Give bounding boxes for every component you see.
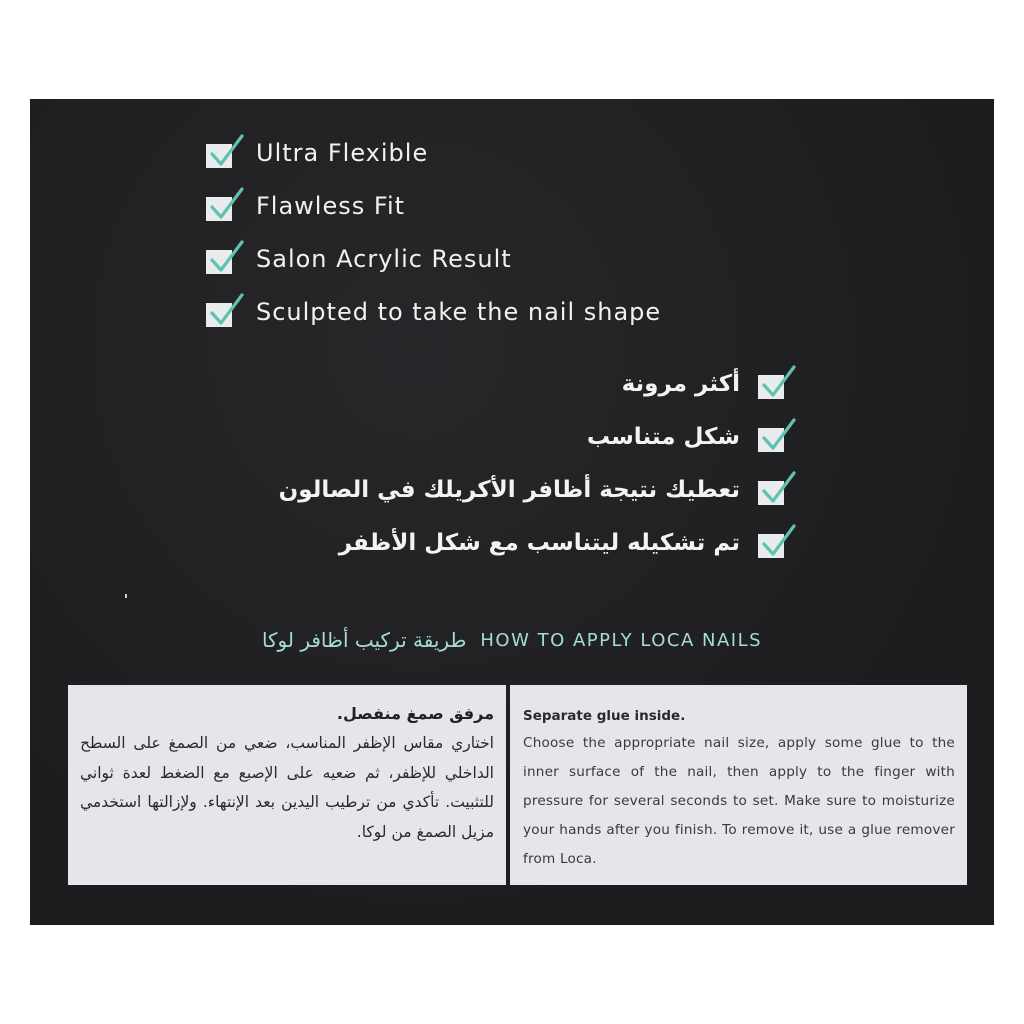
how-to-heading-ar: طريقة تركيب أظافر لوكا [261,628,467,652]
checkbox-check-icon [206,244,236,274]
feature-label-en: Salon Acrylic Result [256,244,512,273]
print-speck [125,594,127,598]
feature-item-en [206,126,661,179]
how-to-heading-en: HOW TO APPLY LOCA NAILS [480,629,763,651]
feature-label-ar: أكثر مرونة [621,370,740,397]
instructions-title-en: Separate glue inside. [523,708,686,724]
feature-item-en [206,179,661,232]
instructions-body-ar: اختاري مقاس الإظفر المناسب، ضعي من الصمغ على السطح الداخلي للإظفر، ثم ضعيه على الإصبع مع الضغط لعدة ثواني للتثبيت. تأكدي من ترطيب اليدين بعد الإنتهاء. ولإزالتها استخدمي مزيل الصمغ من لوكا. [80,734,494,841]
checkbox-check-icon [758,369,788,399]
feature-label-en: Sculpted to take the nail shape [256,297,662,326]
feature-item-ar [279,463,788,516]
instructions-card-ar [68,685,506,885]
checkbox-check-icon [758,528,788,558]
feature-item-ar [279,357,788,410]
checkbox-check-icon [206,138,236,168]
feature-item-ar [279,516,788,569]
feature-label-ar: تم تشكيله ليتناسب مع شكل الأظفر [338,529,740,556]
feature-item-ar [279,410,788,463]
instructions-card-en [510,685,967,885]
how-to-heading [0,628,1024,652]
checkbox-check-icon [206,297,236,327]
checkbox-check-icon [758,475,788,505]
feature-item-en [206,232,661,285]
feature-list-en [206,126,661,338]
feature-label-ar: تعطيك نتيجة أظافر الأكريلك في الصالون [278,476,740,503]
checkbox-check-icon [206,191,236,221]
feature-label-en: Flawless Fit [256,191,406,220]
feature-label-ar: شكل متناسب [586,423,740,450]
instructions-title-ar: مرفق صمغ منفصل. [336,704,494,723]
feature-list-ar [279,357,788,569]
feature-label-en: Ultra Flexible [256,138,429,167]
checkbox-check-icon [758,422,788,452]
feature-item-en [206,285,661,338]
instructions-body-en: Choose the appropriate nail size, apply some glue to the inner surface of the nail, then apply to the finger with pressure for several seconds to set. Make sure to moisturize your hands after you finish. To remove it, use a glue remover from Loca. [523,735,955,867]
